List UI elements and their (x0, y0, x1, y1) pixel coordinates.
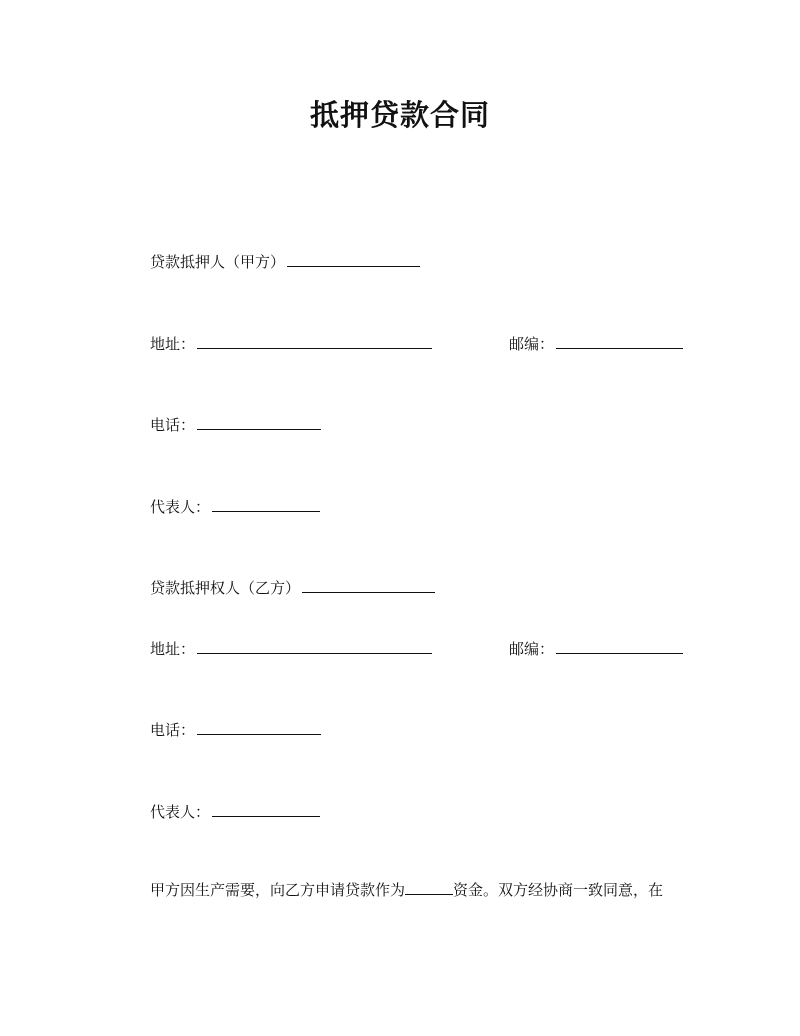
party-b-rep-field[interactable] (212, 801, 320, 817)
party-b-line (150, 577, 435, 598)
loan-purpose-field[interactable] (405, 880, 453, 895)
party-a-phone-label: 电话： (150, 416, 196, 434)
party-a-line (150, 251, 420, 272)
party-a-postcode-label: 邮编： (509, 335, 555, 353)
party-a-phone-line (150, 414, 321, 435)
party-b-postcode-label: 邮编： (509, 640, 555, 658)
party-b-phone-line (150, 719, 321, 740)
party-a-postcode-line (509, 333, 683, 354)
body-text-part2: 资金。双方经协商一致同意，在 (453, 881, 664, 899)
party-b-name-field[interactable] (302, 577, 435, 593)
party-b-address-label: 地址： (150, 640, 196, 658)
contract-body-paragraph (150, 880, 685, 900)
party-b-address-field[interactable] (197, 638, 432, 654)
party-a-phone-field[interactable] (197, 414, 321, 430)
party-b-phone-field[interactable] (197, 719, 321, 735)
party-a-address-field[interactable] (197, 333, 432, 349)
party-b-label: 贷款抵押权人（乙方） (150, 579, 301, 597)
party-b-rep-line (150, 801, 320, 822)
party-b-phone-label: 电话： (150, 721, 196, 739)
party-a-rep-label: 代表人： (150, 498, 211, 516)
party-a-postcode-field[interactable] (556, 333, 683, 349)
body-text-part1: 甲方因生产需要，向乙方申请贷款作为 (150, 881, 406, 899)
party-a-address-label: 地址： (150, 335, 196, 353)
party-a-address-line (150, 333, 432, 354)
party-a-rep-line (150, 496, 320, 517)
party-b-address-line (150, 638, 432, 659)
party-b-postcode-line (509, 638, 683, 659)
party-b-rep-label: 代表人： (150, 803, 211, 821)
party-a-name-field[interactable] (287, 251, 420, 267)
party-a-label: 贷款抵押人（甲方） (150, 253, 286, 271)
contract-title: 抵押贷款合同 (309, 98, 490, 132)
party-b-postcode-field[interactable] (556, 638, 683, 654)
party-a-rep-field[interactable] (212, 496, 320, 512)
